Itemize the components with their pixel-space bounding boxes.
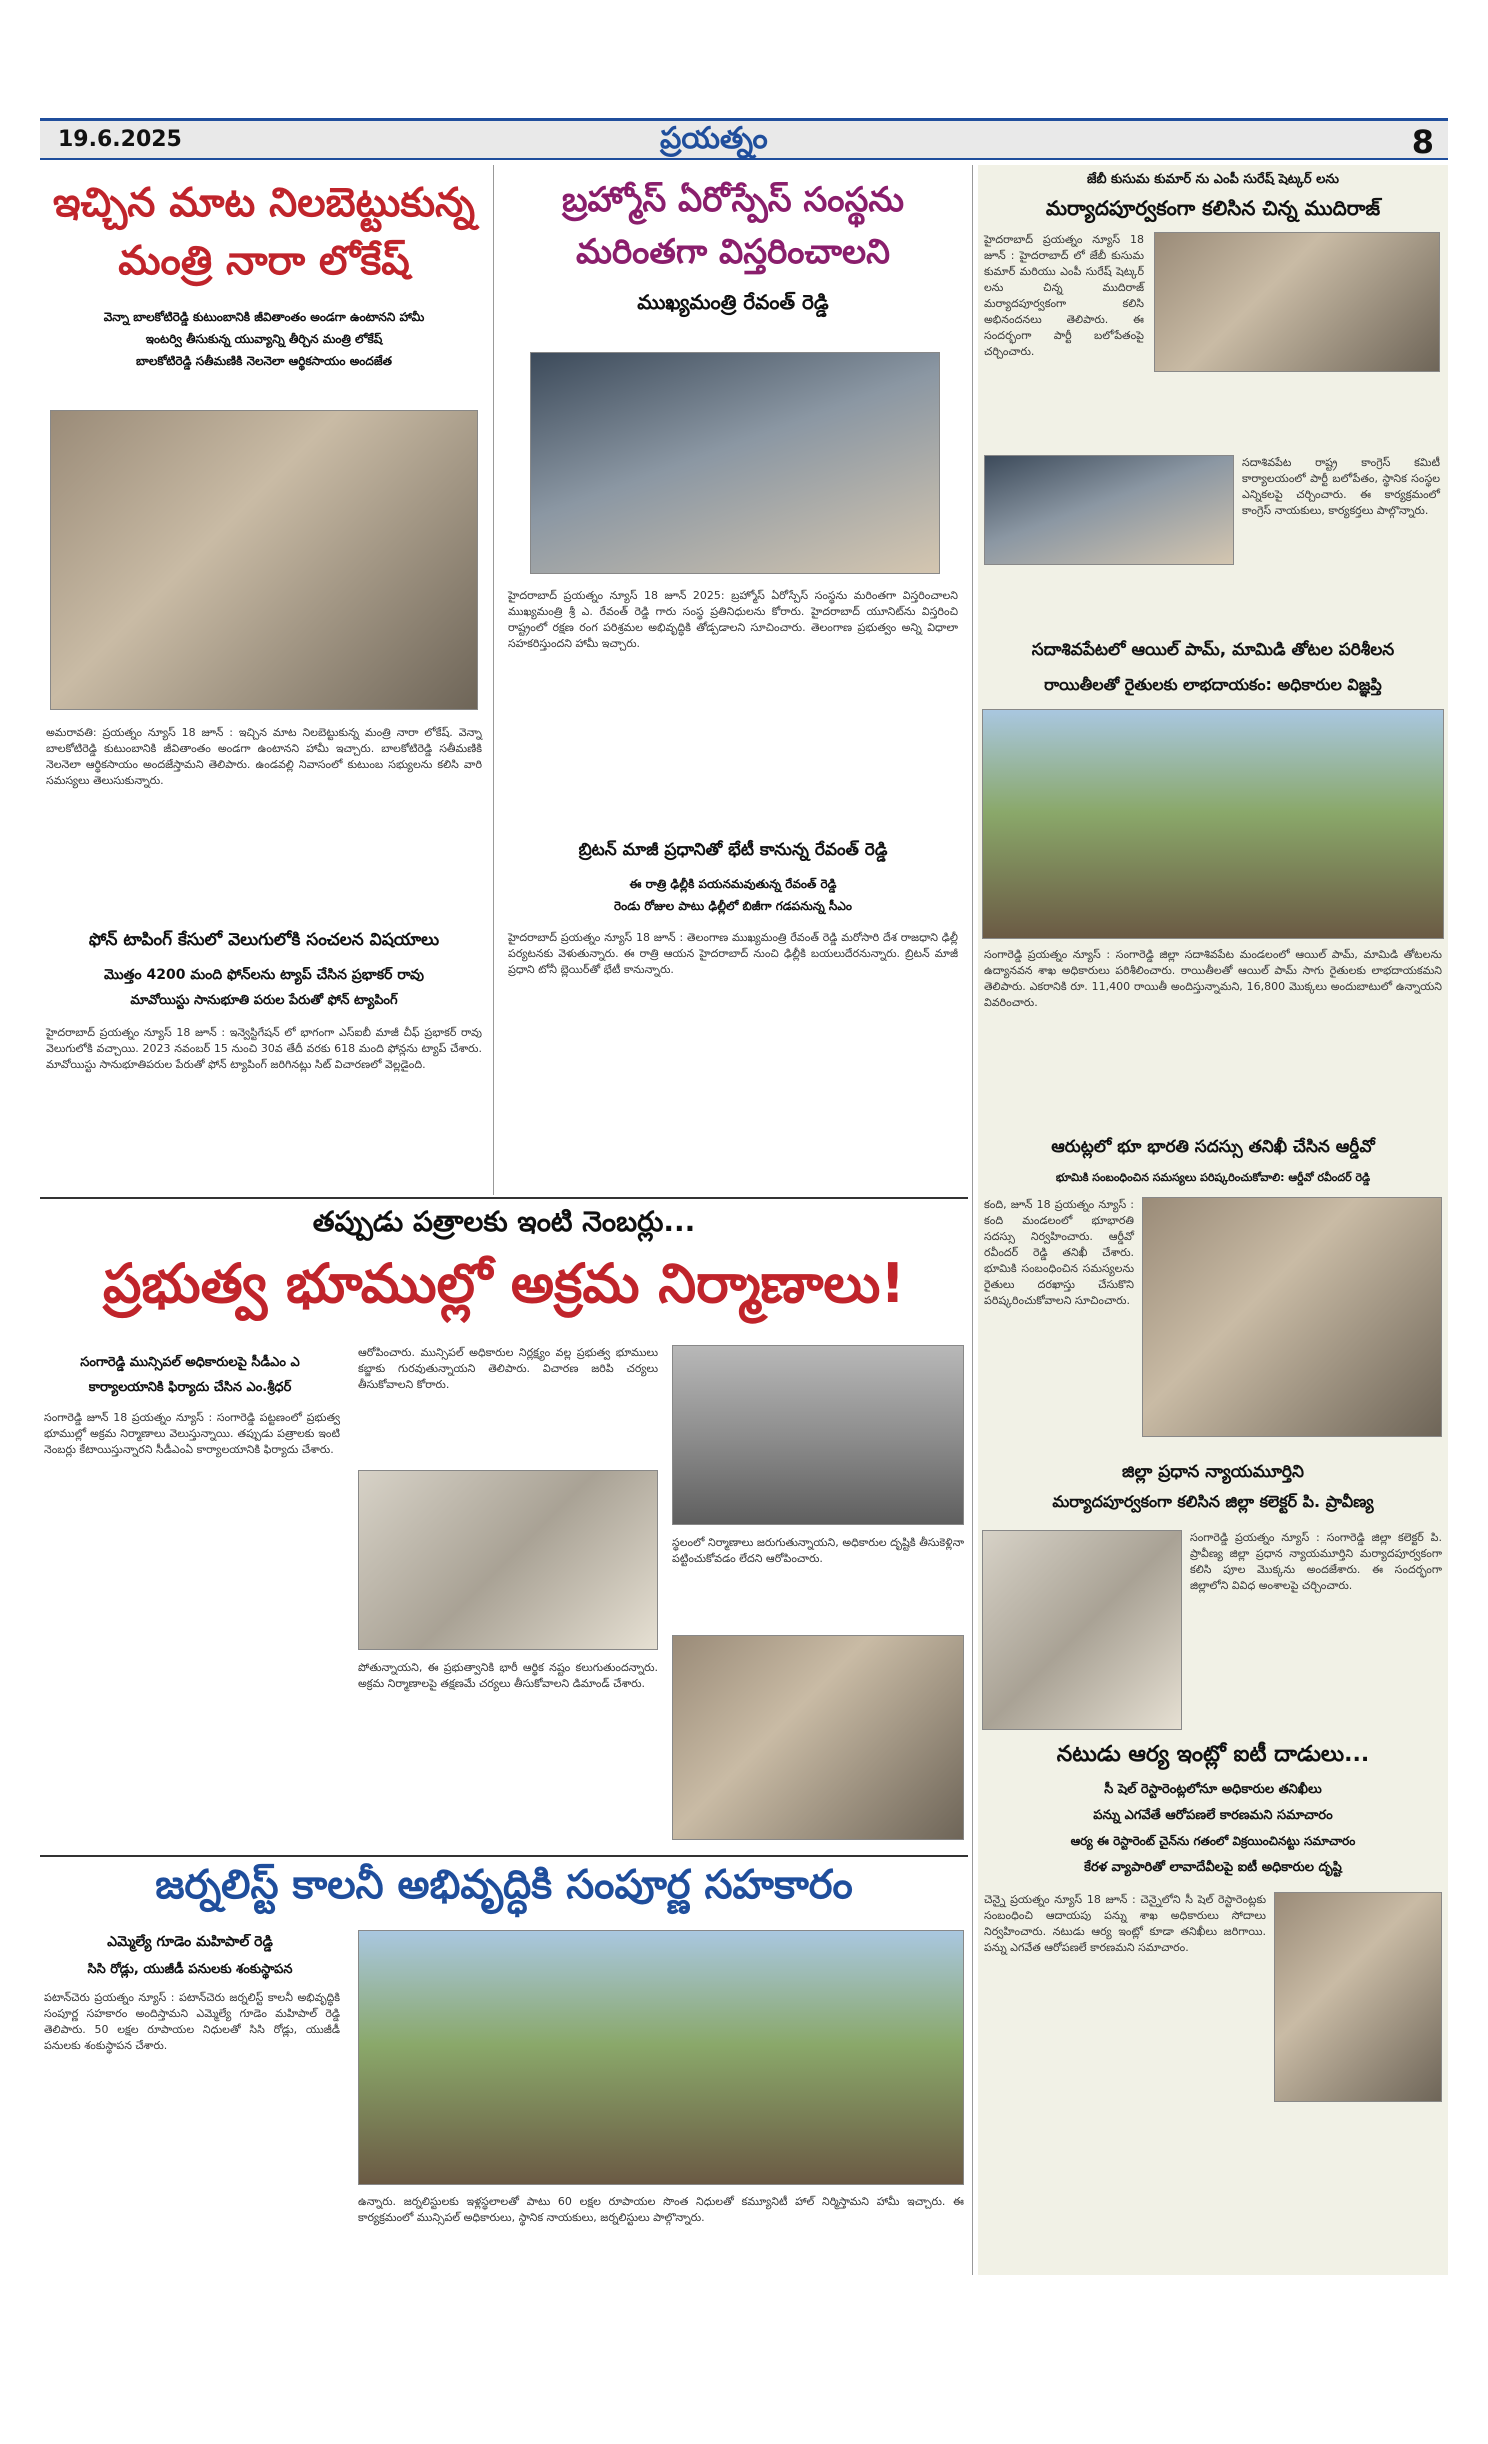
article-body: హైదరాబాద్ ప్రయత్నం న్యూస్ 18 జూన్ 2025: బ్రహ్మోస్ ఏరోస్పేస్ సంస్థను మరింతగా విస్తరించాలని ముఖ్యమంత్రి శ్రీ ఎ. రేవంత్ రెడ్డి గారు సంస్థ ప్రతినిధులను కోరారు. హైదరాబాద్ యూనిట్‌ను విస్తరించి రాష్ట్రంలో రక్షణ రంగ పరిశ్రమల అభివృద్ధికి తోడ్పడాలని సూచించారు. తెలంగాణ ప్రభుత్వం అన్ని విధాలా సహకరిస్తుందని హామీ ఇచ్చారు. [508, 589, 958, 650]
subheadline: మొత్తం 4200 మంది ఫోన్‌లను ట్యాప్ చేసిన ప్రభాకర్ రావు [104, 967, 424, 983]
article-jc-kusuma [982, 170, 1444, 630]
headline: ఆరుట్లలో భూ భారతి సదస్సు తనిఖీ చేసిన ఆర్డీవో [1051, 1137, 1375, 1157]
headline: జిల్లా ప్రధాన న్యాయమూర్తిని [1122, 1462, 1304, 1482]
lokesh-photo [50, 410, 478, 710]
subheadline: ఆర్య ఈ రెస్టారెంట్ చైన్‌ను గతంలో విక్రయించినట్టు సమాచారం [1070, 1834, 1356, 1848]
article-body: అమరావతి: ప్రయత్నం న్యూస్ 18 జూన్ : ఇచ్చిన మాట నిలబెట్టుకున్న మంత్రి నారా లోకేష్. వెన్నా బాలకోటిరెడ్డి కుటుంబానికి జీవితాంతం అండగా ఉంటానని హామీ ఇచ్చారు. బాలకోటిరెడ్డి సతీమణికి నెలనెలా ఆర్థికసాయం అందజేస్తామని తెలిపారు. ఉండవల్లి నివాసంలో కుటుంబ సభ్యులను కలిసి వారి సమస్యలు తెలుసుకున్నారు. [46, 726, 482, 787]
section-divider [40, 1197, 968, 1199]
issue-date: 19.6.2025 [58, 127, 182, 152]
article-body: హైదరాబాద్ ప్రయత్నం న్యూస్ 18 జూన్ : ఇన్వెస్టిగేషన్ లో భాగంగా ఎస్ఐబీ మాజీ చీఫ్ ప్రభాకర్ రావు వెలుగులోకి వచ్చాయి. 2023 నవంబర్ 15 నుంచి 30వ తేదీ వరకు 618 మంది ఫోన్లను ట్యాప్ చేశారు. మావోయిస్టు సానుభూతిపరుల పేరుతో ఫోన్ ట్యాపింగ్ జరిగినట్లు సిట్ విచారణలో వెల్లడైంది. [46, 1026, 482, 1071]
subheadline: కేరళ వ్యాపారితో లావాదేవీలపై ఐటీ అధికారుల దృష్టి [1084, 1860, 1342, 1875]
subheadline: రెండు రోజుల పాటు ఢిల్లీలో బిజీగా గడపనున్న సీఎం [614, 899, 852, 913]
headline: ఇచ్చిన మాట నిలబెట్టుకున్న [52, 180, 476, 226]
subheadline: వెన్నా బాలకోటిరెడ్డి కుటుంబానికి జీవితాంతం అండగా ఉంటానని హామీ [103, 310, 425, 324]
headline: జర్నలిస్ట్ కాలనీ అభివృద్ధికి సంపూర్ణ సహకారం [155, 1862, 853, 1908]
newspaper-logo: ప్రయత్నం [660, 121, 768, 156]
article-brahmos [500, 170, 966, 830]
headline: రాయితీలతో రైతులకు లాభదాయకం: అధికారుల విజ్ఞప్తి [1044, 675, 1382, 694]
column-rule [972, 165, 973, 2275]
headline: మంత్రి నారా లోకేష్ [118, 238, 410, 284]
headline: ఫోన్ టాపింగ్ కేసులో వెలుగులోకి సంచలన విషయాలు [88, 930, 440, 950]
page-number: 8 [1411, 123, 1434, 161]
subheadline: మావోయిస్టు సానుభూతి పరుల పేరుతో ఫోన్ ట్యాపింగ్ [130, 993, 398, 1008]
meeting-photo [984, 455, 1234, 565]
article-body: కంది, జూన్ 18 ప్రయత్నం న్యూస్ : కంది మండలంలో భూభారతి సదస్సు నిర్వహించారు. ఆర్డీవో రవీందర్ రెడ్డి తనిఖీ చేశారు. భూమికి సంబంధించిన సమస్యలను రైతులు దరఖాస్తు చేసుకొని పరిష్కరించుకోవాలని సూచించారు. [984, 1198, 1134, 1307]
headline: మర్యాదపూర్వకంగా కలిసిన చిన్న ముదిరాజ్ [1045, 196, 1381, 220]
article-body: హైదరాబాద్ ప్రయత్నం న్యూస్ 18 జూన్ : హైదరాబాద్ లో జేబీ కుసుమ కుమార్ మరియు ఎంపీ సురేష్ షెట్కర్ లను చిన్న ముదిరాజ్ మర్యాదపూర్వకంగా కలిసి అభినందనలు తెలిపారు. ఈ సందర్భంగా పార్టీ బలోపేతంపై చర్చించారు. [984, 233, 1144, 358]
article-body: ఉన్నారు. జర్నలిస్టులకు ఇళ్లస్థలాలతో పాటు 60 లక్షల రూపాయల సొంత నిధులతో కమ్యూనిటీ హాల్ నిర్మిస్తామని హామీ ఇచ్చారు. ఈ కార్యక్రమంలో మున్సిపల్ అధికారులు, స్థానిక నాయకులు, జర్నలిస్టులు పాల్గొన్నారు. [358, 2195, 964, 2224]
subheadline: పన్ను ఎగవేతే ఆరోపణలే కారణమని సమాచారం [1093, 1808, 1333, 1823]
subheadline: సంగారెడ్డి మున్సిపల్ అధికారులపై సీడీఎం ఎ [80, 1355, 300, 1370]
article-body: సంగారెడ్డి జూన్ 18 ప్రయత్నం న్యూస్ : సంగారెడ్డి పట్టణంలో ప్రభుత్వ భూముల్లో అక్రమ నిర్మాణాలు వెలుస్తున్నాయి. తప్పుడు పత్రాలకు ఇంటి నెంబర్లు కేటాయిస్తున్నారని సీడీఎంఏ కార్యాలయానికి ఫిర్యాదు చేశారు. [44, 1411, 340, 1456]
foundation-stone-photo [358, 1930, 964, 2185]
article-body: పోతున్నాయని, ఈ ప్రభుత్వానికి భారీ ఆర్థిక నష్టం కలుగుతుందన్నారు. అక్రమ నిర్మాణాలపై తక్షణమే చర్యలు తీసుకోవాలని డిమాండ్ చేశారు. [358, 1661, 658, 1690]
subheadline: సీ షెల్ రెస్టారెంట్లలోనూ అధికారుల తనిఖీలు [1104, 1782, 1322, 1797]
oil-palm-field-photo [982, 709, 1444, 939]
kicker: తప్పుడు పత్రాలకు ఇంటి నెంబర్లు... [312, 1205, 696, 1238]
headline: బ్రిటన్ మాజీ ప్రధానితో భేటీ కానున్న రేవంత్ రెడ్డి [578, 840, 888, 860]
article-body: పటాన్‌చెరు ప్రయత్నం న్యూస్ : పటాన్‌చెరు జర్నలిస్ట్ కాలనీ అభివృద్ధికి సంపూర్ణ సహకారం అందిస్తామని ఎమ్మెల్యే గూడెం మహిపాల్ రెడ్డి తెలిపారు. 50 లక్షల రూపాయల నిధులతో సిసి రోడ్లు, యుజీడీ పనులకు శంకుస్థాపన చేశారు. [44, 1991, 340, 2052]
article-collector [982, 1460, 1444, 1735]
article-britain [500, 835, 966, 1195]
article-body: సదాశివపేట రాష్ట్ర కాంగ్రెస్ కమిటీ కార్యాలయంలో పార్టీ బలోపేతం, స్థానిక సంస్థల ఎన్నికలపై చర్చించారు. ఈ కార్యక్రమంలో కాంగ్రెస్ నాయకులు, కార్యకర్తలు పాల్గొన్నారు. [1242, 456, 1440, 517]
byline: ఎమ్మెల్యే గూడెం మహిపాల్ రెడ్డి [107, 1934, 273, 1950]
article-body: స్థలంలో నిర్మాణాలు జరుగుతున్నాయని, అధికారుల దృష్టికి తీసుకెళ్లినా పట్టించుకోవడం లేదని ఆరోపించారు. [672, 1536, 964, 1565]
column-rule [493, 165, 494, 1195]
subheadline: సిసి రోడ్లు, యుజీడీ పనులకు శంకుస్థాపన [87, 1962, 293, 1977]
article-arya [982, 1740, 1444, 2275]
subheadline: కార్యాలయానికి ఫిర్యాదు చేసిన ఎం.శ్రీధర్ [88, 1380, 292, 1395]
byline: ముఖ్యమంత్రి రేవంత్ రెడ్డి [637, 290, 829, 314]
subheadline: బాలకోటిరెడ్డి సతీమణికి నెలనెలా ఆర్థికసాయం అందజేత [136, 354, 392, 368]
article-oil-palm [982, 635, 1444, 1130]
article-body: సంగారెడ్డి ప్రయత్నం న్యూస్ : సంగారెడ్డి జిల్లా సదాశివపేట మండలంలో ఆయిల్ పామ్, మామిడి తోటలను ఉద్యానవన శాఖ అధికారులు పరిశీలించారు. రాయితీలతో ఆయిల్ పామ్ సాగు రైతులకు లాభదాయకమని తెలిపారు. ఎకరానికి రూ. 11,400 రాయితీ అందిస్తున్నామని, 16,800 మొక్కలు అందుబాటులో ఉన్నాయని వివరించారు. [984, 948, 1442, 1009]
article-lokesh [40, 170, 488, 930]
headline: ప్రభుత్వ భూముల్లో అక్రమ నిర్మాణాలు! [103, 1252, 905, 1315]
headline: సదాశివపేటలో ఆయిల్ పామ్, మామిడి తోటల పరిశీలన [1031, 640, 1395, 660]
headline: మరింతగా విస్తరించాలని [576, 232, 890, 272]
subheadline: ఇంటర్వి తీసుకున్న యువ్యాన్ని తీర్చిన మంత్రి లోకేష్ [145, 332, 383, 346]
article-phone-tapping [40, 925, 488, 1195]
building-photo [672, 1345, 964, 1525]
article-body: ఆరోపించారు. మున్సిపల్ అధికారుల నిర్లక్ష్యం వల్ల ప్రభుత్వ భూములు కబ్జాకు గురవుతున్నాయని తెలిపారు. విచారణ జరిపి చర్యలు తీసుకోవాలని కోరారు. [358, 1346, 658, 1391]
collector-photo [982, 1530, 1182, 1730]
section-divider [40, 1855, 968, 1857]
complainant-photo [672, 1635, 964, 1840]
article-journalist-colony [40, 1862, 968, 2272]
article-body: చెన్నై ప్రయత్నం న్యూస్ 18 జూన్ : చెన్నైలోని సీ షెల్ రెస్టారెంట్లకు సంబంధించి ఆదాయపు పన్ను శాఖ అధికారులు సోదాలు నిర్వహించారు. నటుడు ఆర్య ఇంట్లో కూడా తనిఖీలు జరిగాయి. పన్ను ఎగవేత ఆరోపణలే కారణమని సమాచారం. [984, 1893, 1266, 1954]
construction-photo [358, 1470, 658, 1650]
bhu-bharati-photo [1142, 1197, 1442, 1437]
kusuma-photo [1154, 232, 1440, 372]
headline: జేబీ కుసుమ కుమార్ ను ఎంపీ సురేష్ షెట్కర్ లను [1086, 172, 1340, 187]
article-illegal-constructions [40, 1205, 968, 1850]
subheadline: ఈ రాత్రి ఢిల్లీకి పయనమవుతున్న రేవంత్ రెడ్డి [629, 877, 837, 891]
masthead [40, 118, 1448, 160]
brahmos-photo [530, 352, 940, 574]
headline: నటుడు ఆర్య ఇంట్లో ఐటీ దాడులు... [1056, 1742, 1370, 1767]
article-body: హైదరాబాద్ ప్రయత్నం న్యూస్ 18 జూన్ : తెలంగాణ ముఖ్యమంత్రి రేవంత్ రెడ్డి మరోసారి దేశ రాజధాని ఢిల్లీ పర్యటనకు వెళుతున్నారు. ఈ రాత్రి ఆయన హైదరాబాద్ నుంచి ఢిల్లీకి బయలుదేరనున్నారు. బ్రిటన్ మాజీ ప్రధాని టోనీ బ్లెయిర్‌తో భేటీ కానున్నారు. [508, 931, 958, 976]
article-body: సంగారెడ్డి ప్రయత్నం న్యూస్ : సంగారెడ్డి జిల్లా కలెక్టర్ పి. ప్రావీణ్య జిల్లా ప్రధాన న్యాయమూర్తిని మర్యాదపూర్వకంగా కలిసి పూల మొక్కను అందజేశారు. ఈ సందర్భంగా జిల్లాలోని వివిధ అంశాలపై చర్చించారు. [1190, 1531, 1442, 1592]
headline: మర్యాదపూర్వకంగా కలిసిన జిల్లా కలెక్టర్ పి. ప్రావీణ్య [1052, 1492, 1374, 1511]
arya-photo [1274, 1892, 1442, 2102]
subheadline: భూమికి సంబంధించిన సమస్యలు పరిష్కరించుకోవాలి: ఆర్డీవో రవీందర్ రెడ్డి [1055, 1171, 1371, 1184]
headline: బ్రహ్మోస్ ఏరోస్పేస్ సంస్థను [561, 180, 905, 220]
